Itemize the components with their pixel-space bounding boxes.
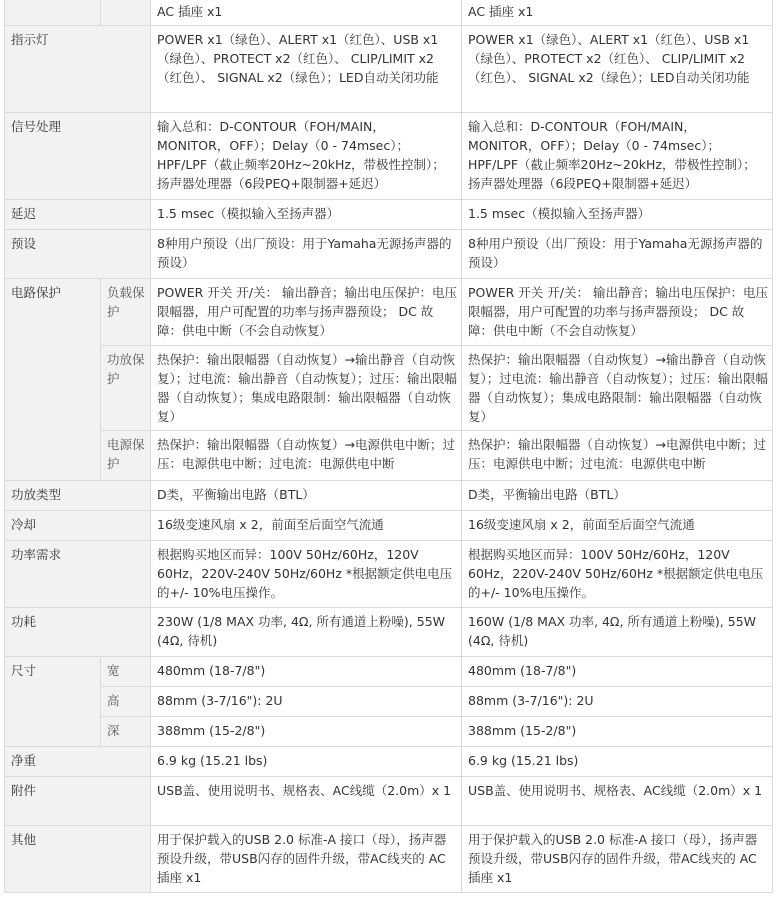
value-cell: POWER 开关 开/关： 输出静音；输出电压保护：电压限幅器，用户可配置的功率与扬声器预设； DC 故障：供电中断（不会自动恢复） (462, 279, 773, 346)
row-sublabel: 宽 (101, 657, 151, 687)
value-cell: 160W (1/8 MAX 功率, 4Ω, 所有通道上粉噪), 55W (4Ω, 待机) (462, 608, 773, 657)
value-cell: POWER x1（绿色）、ALERT x1（红色）、USB x1（绿色）、PROTECT x2（红色）、 CLIP/LIMIT x2（红色）、 SIGNAL x2（绿色）；LED自动关闭功能 (462, 26, 773, 113)
row-label: 功率需求 (5, 541, 151, 608)
value-cell: 480mm (18-7/8") (151, 657, 462, 687)
value-cell: 根据购买地区而异：100V 50Hz/60Hz，120V 60Hz，220V-240V 50Hz/60Hz *根据额定供电电压的+/- 10%电压操作。 (462, 541, 773, 608)
value-cell: 根据购买地区而异：100V 50Hz/60Hz，120V 60Hz，220V-240V 50Hz/60Hz *根据额定供电电压的+/- 10%电压操作。 (151, 541, 462, 608)
value-cell: 388mm (15-2/8") (462, 717, 773, 747)
value-cell: 16级变速风扇 x 2，前面至后面空气流通 (462, 511, 773, 541)
row-sublabel (101, 0, 151, 26)
table-row (5, 687, 773, 717)
value-cell: 热保护：输出限幅器（自动恢复）→电源供电中断；过压：电源供电中断；过电流：电源供电中断 (462, 431, 773, 481)
value-cell: 热保护：输出限幅器（自动恢复）→输出静音（自动恢复）；过电流：输出静音（自动恢复）；过压：输出限幅器（自动恢复）；集成电路限制：输出限幅器（自动恢复） (151, 346, 462, 431)
value-cell: 6.9 kg (15.21 lbs) (462, 747, 773, 777)
table-row (5, 511, 773, 541)
value-cell: AC 插座 x1 (462, 0, 773, 26)
value-cell: AC 插座 x1 (151, 0, 462, 26)
value-cell: 8种用户预设（出厂预设：用于Yamaha无源扬声器的预设） (462, 230, 773, 279)
value-cell: USB盖、使用说明书、规格表、AC线缆（2.0m）x 1 (462, 777, 773, 826)
row-sublabel: 高 (101, 687, 151, 717)
table-row (5, 200, 773, 230)
row-label: 其他 (5, 826, 151, 893)
row-label: 附件 (5, 777, 151, 826)
table-row (5, 0, 773, 26)
table-row (5, 26, 773, 113)
value-cell: 480mm (18-7/8") (462, 657, 773, 687)
value-cell: 热保护：输出限幅器（自动恢复）→输出静音（自动恢复）；过电流：输出静音（自动恢复）；过压：输出限幅器（自动恢复）；集成电路限制：输出限幅器（自动恢复） (462, 346, 773, 431)
table-row (5, 608, 773, 657)
spec-table (4, 0, 773, 893)
table-row (5, 279, 773, 346)
row-label: 电路保护 (5, 279, 101, 481)
value-cell: 1.5 msec（模拟输入至扬声器） (462, 200, 773, 230)
value-cell: 1.5 msec（模拟输入至扬声器） (151, 200, 462, 230)
value-cell: 输入总和：D-CONTOUR（FOH/MAIN，MONITOR，OFF）；Delay（0 - 74msec）；HPF/LPF（截止频率20Hz~20kHz，带极性控制）；扬声器处理器（6段PEQ+限制器+延迟） (151, 113, 462, 200)
row-label: 预设 (5, 230, 151, 279)
row-label: 尺寸 (5, 657, 101, 747)
value-cell: 230W (1/8 MAX 功率, 4Ω, 所有通道上粉噪), 55W (4Ω, 待机) (151, 608, 462, 657)
value-cell: 用于保护载入的USB 2.0 标准-A 接口（母），扬声器预设升级，带USB闪存的固件升级，带AC线夹的 AC 插座 x1 (462, 826, 773, 893)
value-cell: 388mm (15-2/8") (151, 717, 462, 747)
value-cell: D类，平衡输出电路（BTL） (151, 481, 462, 511)
value-cell: POWER 开关 开/关： 输出静音；输出电压保护：电压限幅器，用户可配置的功率与扬声器预设； DC 故障：供电中断（不会自动恢复） (151, 279, 462, 346)
value-cell: USB盖、使用说明书、规格表、AC线缆（2.0m）x 1 (151, 777, 462, 826)
value-cell: 6.9 kg (15.21 lbs) (151, 747, 462, 777)
table-row (5, 657, 773, 687)
row-label: 功放类型 (5, 481, 151, 511)
table-row (5, 113, 773, 200)
row-sublabel: 深 (101, 717, 151, 747)
row-sublabel: 电源保护 (101, 431, 151, 481)
row-label: 冷却 (5, 511, 151, 541)
value-cell: 8种用户预设（出厂预设：用于Yamaha无源扬声器的预设） (151, 230, 462, 279)
row-label: 功耗 (5, 608, 151, 657)
table-row (5, 747, 773, 777)
table-row (5, 541, 773, 608)
table-row (5, 230, 773, 279)
value-cell: POWER x1（绿色）、ALERT x1（红色）、USB x1（绿色）、PROTECT x2（红色）、 CLIP/LIMIT x2（红色）、 SIGNAL x2（绿色）；LED自动关闭功能 (151, 26, 462, 113)
table-row (5, 346, 773, 431)
value-cell: 输入总和：D-CONTOUR（FOH/MAIN，MONITOR，OFF）；Delay（0 - 74msec）；HPF/LPF（截止频率20Hz~20kHz，带极性控制）；扬声器处理器（6段PEQ+限制器+延迟） (462, 113, 773, 200)
table-row (5, 826, 773, 893)
row-label: 延迟 (5, 200, 151, 230)
row-label: 指示灯 (5, 26, 151, 113)
row-label: 信号处理 (5, 113, 151, 200)
table-row (5, 717, 773, 747)
value-cell: 用于保护载入的USB 2.0 标准-A 接口（母），扬声器预设升级，带USB闪存的固件升级，带AC线夹的 AC 插座 x1 (151, 826, 462, 893)
row-sublabel: 负载保护 (101, 279, 151, 346)
table-row (5, 431, 773, 481)
row-sublabel: 功放保护 (101, 346, 151, 431)
value-cell: 热保护：输出限幅器（自动恢复）→电源供电中断；过压：电源供电中断；过电流：电源供电中断 (151, 431, 462, 481)
value-cell: D类，平衡输出电路（BTL） (462, 481, 773, 511)
table-row (5, 777, 773, 826)
table-row (5, 481, 773, 511)
value-cell: 88mm (3-7/16"): 2U (151, 687, 462, 717)
row-label: 净重 (5, 747, 151, 777)
value-cell: 88mm (3-7/16"): 2U (462, 687, 773, 717)
value-cell: 16级变速风扇 x 2，前面至后面空气流通 (151, 511, 462, 541)
row-label (5, 0, 101, 26)
